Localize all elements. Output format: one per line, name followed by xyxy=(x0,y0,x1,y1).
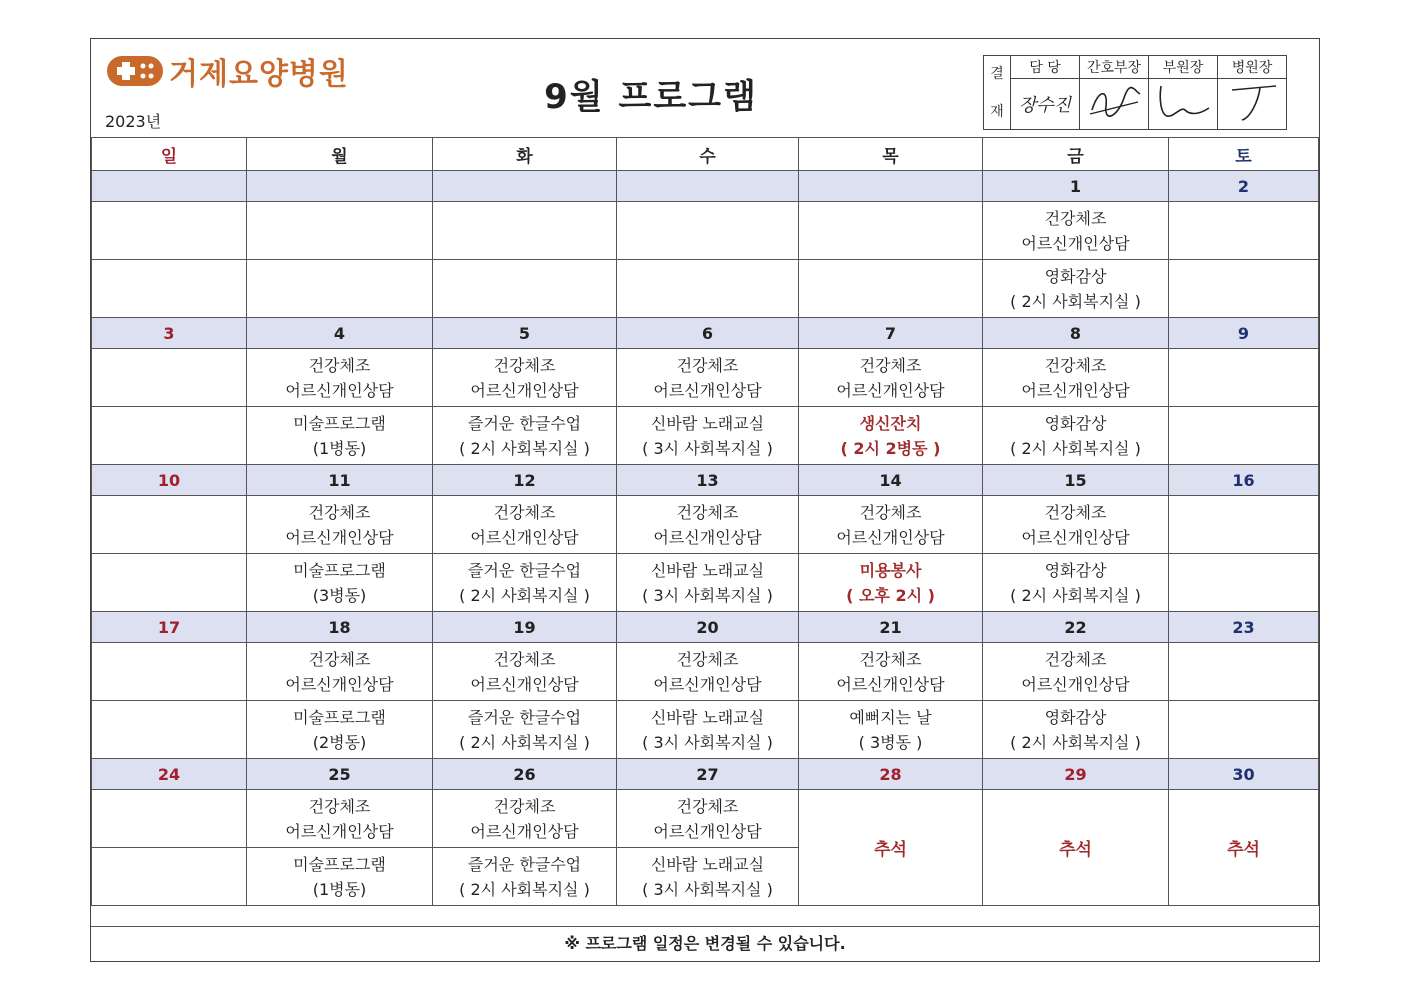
program-line: 즐거운 한글수업 xyxy=(467,413,582,433)
program-line: ( 2시 사회복지실 ) xyxy=(459,585,590,605)
program-line: 미술프로그램 xyxy=(293,413,386,433)
program-cell xyxy=(1169,496,1319,554)
program-line: (1병동) xyxy=(312,438,367,458)
weekday-fri: 금 xyxy=(983,138,1169,171)
program-cell xyxy=(983,349,1169,407)
program-line: ( 2시 사회복지실 ) xyxy=(1010,732,1141,752)
program-cell xyxy=(433,643,617,701)
program-cell xyxy=(433,496,617,554)
program-line: 미술프로그램 xyxy=(293,560,386,580)
program-cell xyxy=(433,349,617,407)
program-cell xyxy=(247,496,433,554)
program-cell xyxy=(617,848,799,906)
program-line: ( 2시 사회복지실 ) xyxy=(1010,438,1141,458)
program-line: ( 2시 사회복지실 ) xyxy=(459,879,590,899)
program-cell xyxy=(247,554,433,612)
program-row xyxy=(92,349,1319,407)
hospital-cross-icon xyxy=(107,54,163,88)
date-cell: 4 xyxy=(247,318,433,349)
program-line: ( 3시 사회복지실 ) xyxy=(642,879,773,899)
program-cell xyxy=(433,701,617,759)
program-line: 건강체조 xyxy=(859,502,922,522)
date-cell: 20 xyxy=(617,612,799,643)
date-cell: 22 xyxy=(983,612,1169,643)
date-cell: 29 xyxy=(983,759,1169,790)
program-line: 어르신개인상담 xyxy=(1021,380,1130,400)
program-cell xyxy=(799,643,983,701)
program-cell xyxy=(617,701,799,759)
program-cell xyxy=(433,260,617,318)
program-row xyxy=(92,643,1319,701)
program-line: 즐거운 한글수업 xyxy=(467,854,582,874)
date-cell: 28 xyxy=(799,759,983,790)
program-line: 어르신개인상담 xyxy=(470,380,579,400)
schedule-sheet xyxy=(90,38,1320,962)
program-line: 건강체조 xyxy=(859,649,922,669)
vice-director-signature xyxy=(1149,79,1218,130)
manager-signature-text: 장수진 xyxy=(1018,95,1072,116)
program-line: 어르신개인상담 xyxy=(1021,674,1130,694)
program-line: 어르신개인상담 xyxy=(653,527,762,547)
date-cell: 10 xyxy=(92,465,247,496)
date-cell xyxy=(617,171,799,202)
program-line: 건강체조 xyxy=(493,502,556,522)
program-line: 어르신개인상담 xyxy=(285,527,394,547)
program-line: 미술프로그램 xyxy=(293,707,386,727)
date-cell: 30 xyxy=(1169,759,1319,790)
program-cell xyxy=(617,554,799,612)
date-cell: 15 xyxy=(983,465,1169,496)
date-cell xyxy=(799,171,983,202)
date-cell: 5 xyxy=(433,318,617,349)
program-line: 신바람 노래교실 xyxy=(650,413,765,433)
program-line: 어르신개인상담 xyxy=(470,821,579,841)
program-cell xyxy=(617,496,799,554)
program-line: 영화감상 xyxy=(1044,266,1107,286)
program-line: 건강체조 xyxy=(308,649,371,669)
weekday-sun: 일 xyxy=(92,138,247,171)
program-cell xyxy=(1169,260,1319,318)
date-cell: 21 xyxy=(799,612,983,643)
date-row xyxy=(92,171,1319,202)
program-line: 건강체조 xyxy=(493,649,556,669)
program-cell xyxy=(247,349,433,407)
program-line: ( 2시 사회복지실 ) xyxy=(459,438,590,458)
program-line: ( 3시 사회복지실 ) xyxy=(642,438,773,458)
program-row xyxy=(92,701,1319,759)
program-cell xyxy=(92,349,247,407)
program-cell xyxy=(247,202,433,260)
program-cell xyxy=(1169,701,1319,759)
date-cell: 27 xyxy=(617,759,799,790)
program-line: 어르신개인상담 xyxy=(285,380,394,400)
program-line: 신바람 노래교실 xyxy=(650,560,765,580)
date-cell: 16 xyxy=(1169,465,1319,496)
page-title: 9월 프로그램 xyxy=(544,77,758,117)
date-row xyxy=(92,465,1319,496)
program-line: 건강체조 xyxy=(308,355,371,375)
program-row xyxy=(92,790,1319,848)
manager-signature xyxy=(1011,79,1080,130)
program-cell xyxy=(799,349,983,407)
program-cell xyxy=(92,701,247,759)
program-line: (1병동) xyxy=(312,879,367,899)
date-cell: 17 xyxy=(92,612,247,643)
weekday-thu: 목 xyxy=(799,138,983,171)
program-cell xyxy=(1169,349,1319,407)
program-cell xyxy=(983,701,1169,759)
approval-col-vice-director: 부원장 xyxy=(1149,56,1218,79)
date-cell: 25 xyxy=(247,759,433,790)
program-cell xyxy=(247,407,433,465)
program-line: 건강체조 xyxy=(676,502,739,522)
program-cell xyxy=(983,643,1169,701)
program-cell xyxy=(92,202,247,260)
holiday-cell: 추석 xyxy=(799,790,983,906)
program-line: 어르신개인상담 xyxy=(653,821,762,841)
program-cell xyxy=(983,496,1169,554)
weekday-mon: 월 xyxy=(247,138,433,171)
program-line: 건강체조 xyxy=(1044,208,1107,228)
program-cell xyxy=(92,260,247,318)
approval-col-director: 병원장 xyxy=(1218,56,1287,79)
program-cell xyxy=(1169,202,1319,260)
program-cell xyxy=(617,260,799,318)
program-line: ( 3시 사회복지실 ) xyxy=(642,585,773,605)
program-line: 어르신개인상담 xyxy=(470,674,579,694)
program-line: ( 2시 사회복지실 ) xyxy=(1010,291,1141,311)
approval-side-top: 결 xyxy=(990,65,1004,82)
program-cell xyxy=(1169,407,1319,465)
program-row xyxy=(92,407,1319,465)
program-cell xyxy=(433,202,617,260)
program-cell xyxy=(617,202,799,260)
footer-note: ※ 프로그램 일정은 변경될 수 있습니다. xyxy=(91,926,1319,961)
date-cell: 26 xyxy=(433,759,617,790)
date-cell: 18 xyxy=(247,612,433,643)
program-line: 어르신개인상담 xyxy=(285,674,394,694)
approval-col-head-nurse: 간호부장 xyxy=(1080,56,1149,79)
program-line: 미술프로그램 xyxy=(293,854,386,874)
date-cell: 6 xyxy=(617,318,799,349)
program-line: 어르신개인상담 xyxy=(653,380,762,400)
program-line: 건강체조 xyxy=(676,649,739,669)
program-line: 어르신개인상담 xyxy=(470,527,579,547)
program-line: ( 3시 사회복지실 ) xyxy=(642,732,773,752)
program-cell xyxy=(1169,554,1319,612)
program-line: 어르신개인상담 xyxy=(836,380,945,400)
program-cell xyxy=(92,790,247,848)
program-cell xyxy=(92,643,247,701)
program-line: 건강체조 xyxy=(1044,649,1107,669)
approval-col-manager: 담 당 xyxy=(1011,56,1080,79)
program-cell xyxy=(799,701,983,759)
date-cell xyxy=(92,171,247,202)
program-line: 생신잔치 xyxy=(859,413,922,433)
program-cell xyxy=(983,202,1169,260)
program-cell xyxy=(617,790,799,848)
weekday-wed: 수 xyxy=(617,138,799,171)
program-line: 건강체조 xyxy=(493,796,556,816)
program-line: 어르신개인상담 xyxy=(653,674,762,694)
date-cell: 7 xyxy=(799,318,983,349)
program-cell xyxy=(799,260,983,318)
program-line: 즐거운 한글수업 xyxy=(467,707,582,727)
program-line: 미용봉사 xyxy=(859,560,922,580)
head-nurse-signature xyxy=(1080,79,1149,130)
date-row xyxy=(92,759,1319,790)
program-cell xyxy=(799,554,983,612)
program-cell xyxy=(247,643,433,701)
calendar-table xyxy=(91,137,1319,906)
approval-side-bottom: 재 xyxy=(990,103,1004,120)
date-cell: 9 xyxy=(1169,318,1319,349)
program-line: 건강체조 xyxy=(493,355,556,375)
program-cell xyxy=(799,496,983,554)
date-cell: 3 xyxy=(92,318,247,349)
program-line: 영화감상 xyxy=(1044,560,1107,580)
program-cell xyxy=(983,407,1169,465)
date-row xyxy=(92,318,1319,349)
weekday-tue: 화 xyxy=(433,138,617,171)
program-line: 어르신개인상담 xyxy=(836,674,945,694)
program-line: (2병동) xyxy=(312,732,367,752)
program-cell xyxy=(617,349,799,407)
date-cell: 19 xyxy=(433,612,617,643)
program-cell xyxy=(983,554,1169,612)
date-cell: 12 xyxy=(433,465,617,496)
date-row xyxy=(92,612,1319,643)
approval-box xyxy=(983,55,1287,130)
program-line: 어르신개인상담 xyxy=(1021,527,1130,547)
weekday-header-row xyxy=(92,138,1319,171)
date-cell xyxy=(247,171,433,202)
program-line: ( 2시 2병동 ) xyxy=(840,438,941,458)
program-line: 예뻐지는 날 xyxy=(849,707,932,727)
program-cell xyxy=(247,848,433,906)
program-line: 건강체조 xyxy=(1044,355,1107,375)
program-cell xyxy=(433,848,617,906)
director-signature xyxy=(1218,79,1287,130)
date-cell xyxy=(433,171,617,202)
date-cell: 13 xyxy=(617,465,799,496)
program-line: 건강체조 xyxy=(308,502,371,522)
program-cell xyxy=(92,554,247,612)
program-cell xyxy=(247,701,433,759)
date-cell: 2 xyxy=(1169,171,1319,202)
program-row xyxy=(92,202,1319,260)
program-row xyxy=(92,260,1319,318)
program-cell xyxy=(983,260,1169,318)
program-cell xyxy=(92,848,247,906)
holiday-cell: 추석 xyxy=(1169,790,1319,906)
program-line: 영화감상 xyxy=(1044,413,1107,433)
program-line: 신바람 노래교실 xyxy=(650,854,765,874)
weekday-sat: 토 xyxy=(1169,138,1319,171)
program-cell xyxy=(799,202,983,260)
calendar-body xyxy=(92,171,1319,906)
program-line: 영화감상 xyxy=(1044,707,1107,727)
program-line: 건강체조 xyxy=(859,355,922,375)
program-line: 건강체조 xyxy=(676,355,739,375)
program-cell xyxy=(247,260,433,318)
program-line: ( 2시 사회복지실 ) xyxy=(1010,585,1141,605)
program-cell xyxy=(1169,643,1319,701)
program-line: ( 2시 사회복지실 ) xyxy=(459,732,590,752)
date-cell: 1 xyxy=(983,171,1169,202)
program-line: 즐거운 한글수업 xyxy=(467,560,582,580)
program-line: 어르신개인상담 xyxy=(285,821,394,841)
program-cell xyxy=(92,496,247,554)
program-line: 건강체조 xyxy=(1044,502,1107,522)
date-cell: 23 xyxy=(1169,612,1319,643)
program-cell xyxy=(247,790,433,848)
program-cell xyxy=(433,407,617,465)
date-cell: 11 xyxy=(247,465,433,496)
program-cell xyxy=(617,407,799,465)
program-line: 건강체조 xyxy=(308,796,371,816)
program-cell xyxy=(92,407,247,465)
program-line: 어르신개인상담 xyxy=(1021,233,1130,253)
program-line: 건강체조 xyxy=(676,796,739,816)
program-cell xyxy=(799,407,983,465)
approval-side-label xyxy=(984,56,1011,130)
date-cell: 8 xyxy=(983,318,1169,349)
program-cell xyxy=(433,554,617,612)
program-line: 신바람 노래교실 xyxy=(650,707,765,727)
program-row xyxy=(92,554,1319,612)
program-cell xyxy=(433,790,617,848)
year-label: 2023년 xyxy=(105,112,162,131)
program-line: ( 3병동 ) xyxy=(858,732,923,752)
program-cell xyxy=(617,643,799,701)
program-line: 어르신개인상담 xyxy=(836,527,945,547)
program-line: (3병동) xyxy=(312,585,367,605)
holiday-cell: 추석 xyxy=(983,790,1169,906)
program-line: ( 오후 2시 ) xyxy=(846,585,935,605)
date-cell: 24 xyxy=(92,759,247,790)
date-cell: 14 xyxy=(799,465,983,496)
program-row xyxy=(92,496,1319,554)
hospital-name: 거제요양병원 xyxy=(169,57,349,92)
hospital-logo xyxy=(107,49,349,93)
